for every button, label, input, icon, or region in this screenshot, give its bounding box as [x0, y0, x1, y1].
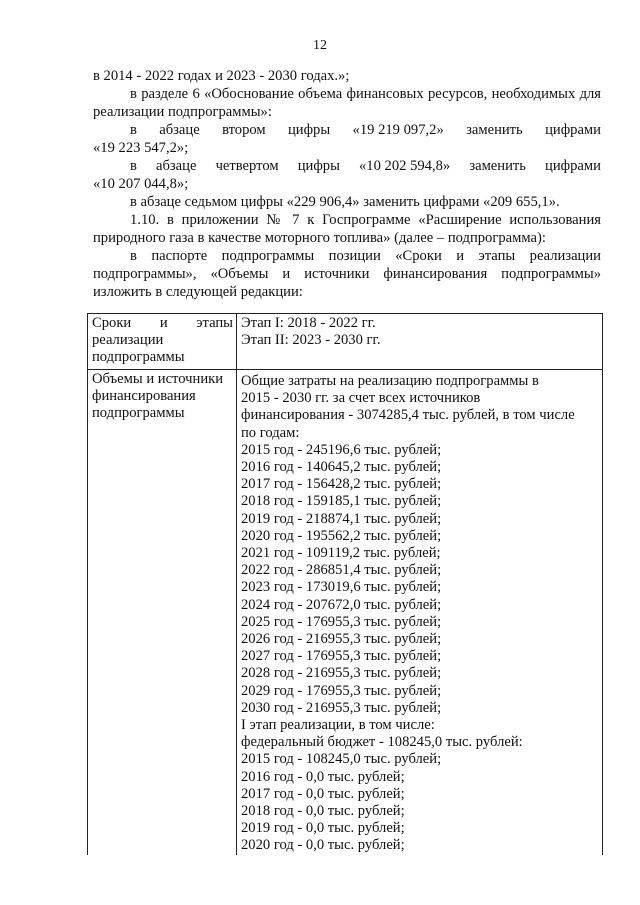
funding-line: 2015 год - 245196,6 тыс. рублей;	[241, 441, 442, 458]
funding-line: 2017 год - 0,0 тыс. рублей;	[241, 785, 405, 802]
funding-line: 2019 год - 218874,1 тыс. рублей;	[241, 510, 442, 527]
paragraph-passport: в паспорте подпрограммы позиции «Сроки и этапы реализации подпрограммы», «Объемы и источники финансирования подпрограммы» изложить в следующей редакции:	[93, 248, 601, 300]
paragraph-section-6: в разделе 6 «Обоснование объема финансовых ресурсов, необходимых для реализации подпрограммы»:	[93, 86, 601, 120]
funding-line: 2026 год - 216955,3 тыс. рублей;	[241, 631, 442, 648]
table-cell-funding-label: Объемы и источники финансирования подпрограммы	[88, 370, 237, 855]
funding-line: 2018 год - 159185,1 тыс. рублей;	[241, 493, 442, 510]
funding-line: 2019 год - 0,0 тыс. рублей;	[241, 820, 405, 837]
funding-line: 2015 - 2030 гг. за счет всех источников	[241, 390, 481, 407]
paragraph-replace-seventh: в абзаце седьмом цифры «229 906,4» заменить цифрами «209 655,1».	[130, 194, 560, 210]
paragraph-replace-second: в абзаце втором цифры «19 219 097,2» заменить цифрами	[130, 122, 601, 138]
funding-line: 2030 год - 216955,3 тыс. рублей;	[241, 699, 442, 716]
funding-line: 2017 год - 156428,2 тыс. рублей;	[241, 476, 442, 493]
paragraph-replace-fourth-cont: «10 207 044,8»;	[93, 176, 189, 192]
document-body	[93, 67, 601, 301]
paragraph-line-1: в 2014 - 2022 годах и 2023 - 2030 годах.»;	[93, 68, 350, 84]
paragraph-appendix-7: 1.10. в приложении № 7 к Госпрограмме «Расширение использования природного газа в качестве моторного топлива» (далее – подпрограмма):	[93, 212, 601, 246]
funding-line: 2025 год - 176955,3 тыс. рублей;	[241, 613, 442, 630]
table-row-funding	[88, 370, 603, 855]
funding-line: финансирования - 3074285,4 тыс. рублей, в том числе	[241, 407, 575, 424]
table-cell-funding-value	[237, 370, 603, 855]
table-cell-terms-label: Сроки и этапы реализации подпрограммы	[88, 314, 237, 370]
paragraph-replace-fourth: в абзаце четвертом цифры «10 202 594,8» заменить цифрами	[130, 158, 601, 174]
funding-line: 2016 год - 140645,2 тыс. рублей;	[241, 459, 442, 476]
funding-line: по годам:	[241, 424, 300, 441]
funding-line: 2021 год - 109119,2 тыс. рублей;	[241, 545, 441, 562]
funding-line: 2029 год - 176955,3 тыс. рублей;	[241, 682, 442, 699]
funding-line: федеральный бюджет - 108245,0 тыс. рублей:	[241, 734, 523, 751]
table-row-terms	[88, 314, 603, 370]
paragraph-replace-second-cont: «19 223 547,2»;	[93, 140, 189, 156]
funding-line: Общие затраты на реализацию подпрограммы в	[241, 373, 539, 389]
page-number: 12	[313, 38, 327, 53]
funding-line: 2028 год - 216955,3 тыс. рублей;	[241, 665, 442, 682]
funding-line: 2020 год - 195562,2 тыс. рублей;	[241, 527, 442, 544]
table-cell-terms-value: Этап I: 2018 - 2022 гг. Этап II: 2023 - 2030 гг.	[237, 314, 603, 370]
funding-line: 2015 год - 108245,0 тыс. рублей;	[241, 751, 442, 768]
funding-line: 2024 год - 207672,0 тыс. рублей;	[241, 596, 442, 613]
funding-line: 2020 год - 0,0 тыс. рублей;	[241, 837, 405, 854]
funding-line: 2023 год - 173019,6 тыс. рублей;	[241, 579, 442, 596]
passport-table	[87, 313, 603, 855]
funding-line: 2016 год - 0,0 тыс. рублей;	[241, 768, 405, 785]
funding-line: I этап реализации, в том числе:	[241, 717, 435, 734]
funding-line: 2018 год - 0,0 тыс. рублей;	[241, 803, 405, 820]
funding-line: 2027 год - 176955,3 тыс. рублей;	[241, 648, 442, 665]
funding-line: 2022 год - 286851,4 тыс. рублей;	[241, 562, 442, 579]
